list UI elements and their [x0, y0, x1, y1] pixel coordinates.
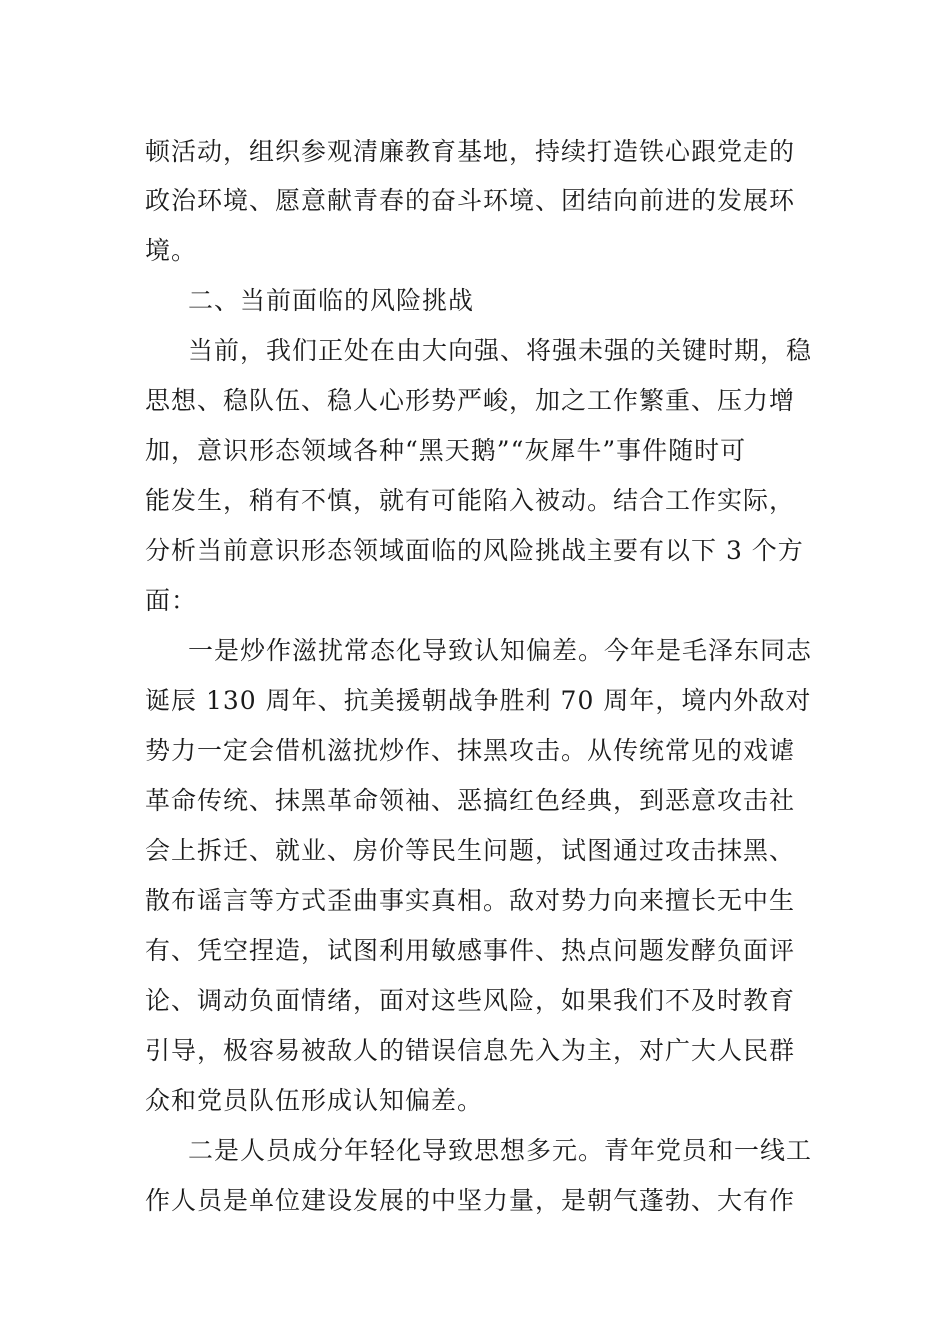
paragraph-line: 革命传统、抹黑革命领袖、恶搞红色经典，到恶意攻击社	[145, 786, 796, 815]
paragraph-line: 能发生，稍有不慎，就有可能陷入被动。结合工作实际，	[145, 486, 796, 515]
paragraph-line: 加，意识形态领域各种“黑天鹅”“灰犀牛”事件随时可	[145, 436, 747, 465]
paragraph-line: 众和党员队伍形成认知偏差。	[145, 1086, 484, 1115]
paragraph-line: 诞辰 130 周年、抗美援朝战争胜利 70 周年，境内外敌对	[145, 686, 812, 715]
paragraph-line: 二是人员成分年轻化导致思想多元。青年党员和一线工	[188, 1136, 813, 1165]
paragraph-line: 有、凭空捏造，试图利用敏感事件、热点问题发酵负面评	[145, 936, 796, 965]
paragraph-line: 分析当前意识形态领域面临的风险挑战主要有以下 3 个方	[145, 536, 804, 565]
paragraph-line: 散布谣言等方式歪曲事实真相。敌对势力向来擅长无中生	[145, 886, 796, 915]
paragraph-line: 顿活动，组织参观清廉教育基地，持续打造铁心跟党走的	[145, 137, 796, 166]
paragraph-line: 一是炒作滋扰常态化导致认知偏差。今年是毛泽东同志	[188, 636, 813, 665]
paragraph-line: 作人员是单位建设发展的中坚力量，是朝气蓬勃、大有作	[145, 1186, 796, 1215]
paragraph-line: 势力一定会借机滋扰炒作、抹黑攻击。从传统常见的戏谑	[145, 736, 796, 765]
section-heading: 二、当前面临的风险挑战	[188, 286, 475, 315]
paragraph-line: 会上拆迁、就业、房价等民生问题，试图通过攻击抹黑、	[145, 836, 796, 865]
paragraph-line: 面：	[145, 586, 198, 615]
paragraph-line: 论、调动负面情绪，面对这些风险，如果我们不及时教育	[145, 986, 796, 1015]
paragraph-line: 政治环境、愿意献青春的奋斗环境、团结向前进的发展环	[145, 186, 796, 215]
paragraph-line: 思想、稳队伍、稳人心形势严峻，加之工作繁重、压力增	[145, 386, 796, 415]
paragraph-line: 引导，极容易被敌人的错误信息先入为主，对广大人民群	[145, 1036, 796, 1065]
paragraph-line: 境。	[145, 236, 198, 265]
paragraph-line: 当前，我们正处在由大向强、将强未强的关键时期，稳	[188, 336, 813, 365]
